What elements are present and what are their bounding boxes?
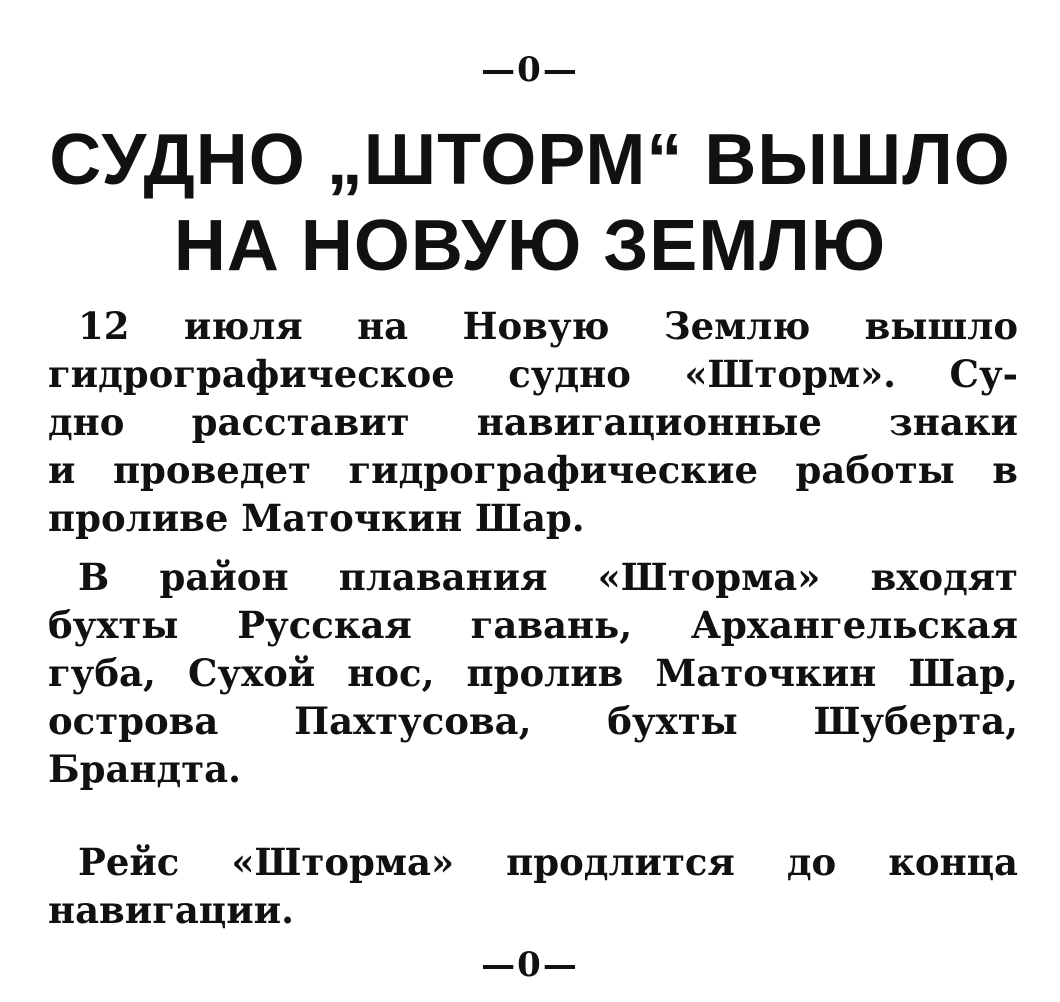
- paragraph-1-line: и проведет гидрографические работы в: [48, 448, 1018, 492]
- paragraph-2-line: Брандта.: [48, 747, 241, 791]
- paragraph-1: [48, 302, 1018, 542]
- paragraph-2-line: острова Пахтусова, бухты Шуберта,: [48, 699, 1018, 743]
- paragraph-3: [48, 838, 1018, 934]
- headline-line-1: СУДНО „ШТОРМ“ ВЫШЛО: [49, 120, 1011, 200]
- headline-line-2: НА НОВУЮ ЗЕМЛЮ: [173, 206, 887, 286]
- top-separator: —0—: [481, 50, 579, 90]
- paragraph-1-line: проливе Маточкин Шар.: [48, 496, 585, 540]
- bottom-separator: —0—: [481, 945, 579, 985]
- paragraph-3-line: Рейс «Шторма» продлится до конца: [78, 840, 1018, 884]
- paragraph-2-line: В район плавания «Шторма» входят: [78, 555, 1018, 599]
- paragraph-2-line: бухты Русская гавань, Архангельская: [48, 603, 1018, 647]
- paragraph-2-line: губа, Сухой нос, пролив Маточкин Шар,: [48, 651, 1018, 695]
- paragraph-2: [48, 553, 1018, 793]
- paragraph-1-line: гидрографическое судно «Шторм». Су-: [48, 352, 1018, 396]
- paragraph-1-line: дно расставит навигационные знаки: [48, 400, 1018, 444]
- paragraph-1-line: 12 июля на Новую Землю вышло: [78, 304, 1018, 348]
- paragraph-3-line: навигации.: [48, 888, 294, 932]
